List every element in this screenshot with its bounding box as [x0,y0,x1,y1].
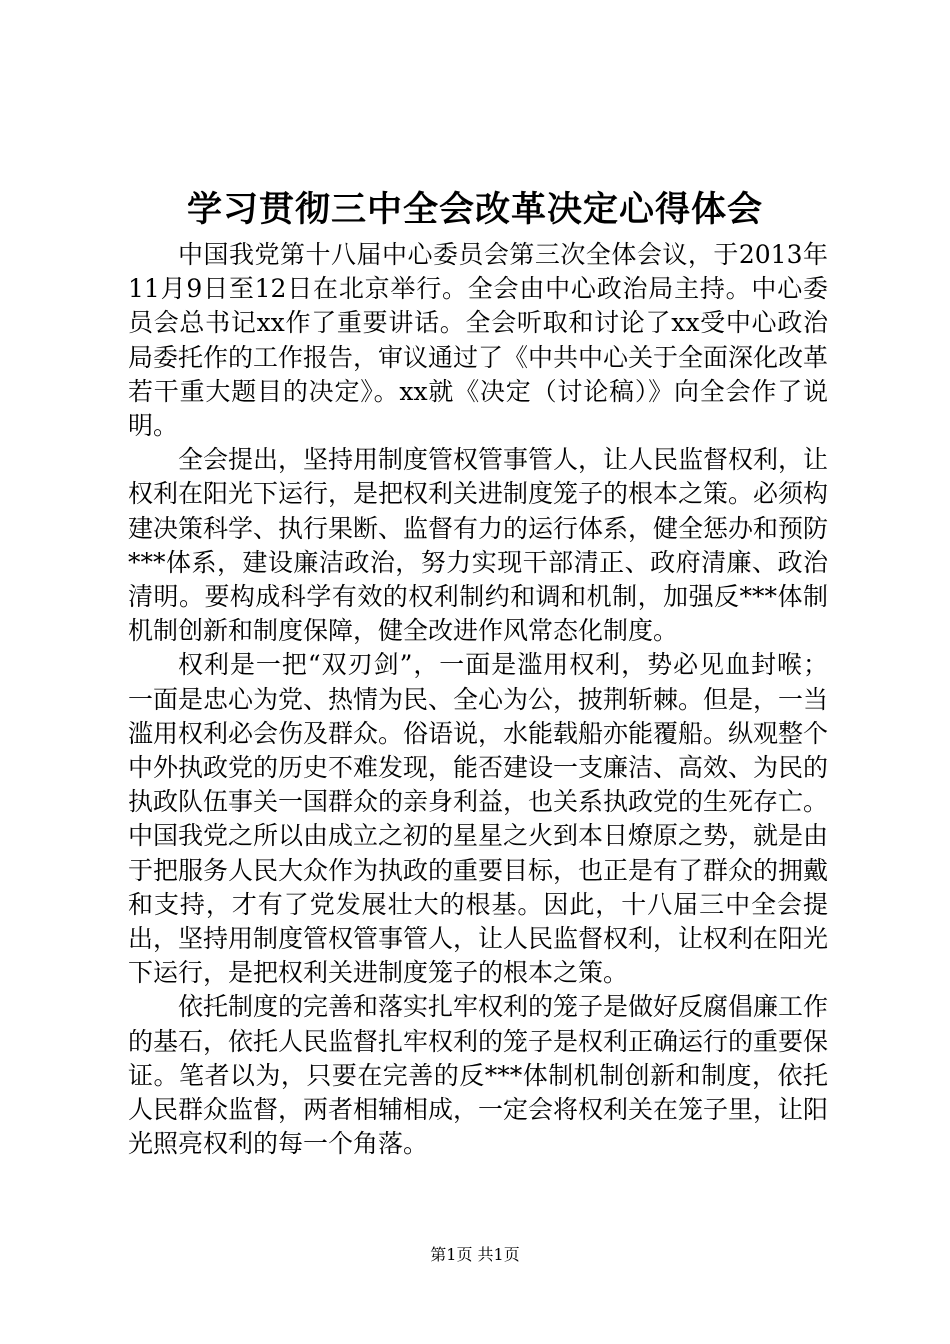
paragraph-2: 全会提出，坚持用制度管权管事管人，让人民监督权利，让权利在阳光下运行，是把权利关进制度笼子的根本之策。必须构建决策科学、执行果断、监督有力的运行体系，健全惩办和预防***体系，建设廉洁政治，努力实现干部清正、政府清廉、政治清明。要构成科学有效的权利制约和调和机制，加强反***体制机制创新和制度保障，健全改进作风常态化制度。 [128,445,829,646]
page-footer: 第1页 共1页 [430,1245,520,1264]
document-title: 学习贯彻三中全会改革决定心得体会 [186,190,763,230]
paragraph-3: 权利是一把“双刃剑”，一面是滥用权利，势必见血封喉；一面是忠心为党、热情为民、全心为公，披荆斩棘。但是，一当滥用权利必会伤及群众。俗语说，水能载船亦能覆船。纵观整个中外执政党的历史不难发现，能否建设一支廉洁、高效、为民的执政队伍事关一国群众的亲身利益，也关系执政党的生死存亡。中国我党之所以由成立之初的星星之火到本日燎原之势，就是由于把服务人民大众作为执政的重要目标，也正是有了群众的拥戴和支持，才有了党发展壮大的根基。因此，十八届三中全会提出，坚持用制度管权管事管人，让人民监督权利，让权利在阳光下运行，是把权利关进制度笼子的根本之策。 [128,650,829,988]
paragraph-1: 中国我党第十八届中心委员会第三次全体会议，于2013年11月9日至12日在北京举行。全会由中心政治局主持。中心委员会总书记xx作了重要讲话。全会听取和讨论了xx受中心政治局委托作的工作报告，审议通过了《中共中心关于全面深化改革若干重大题目的决定》。xx就《决定（讨论稿）》向全会作了说明。 [128,240,829,441]
document-body [128,238,828,1161]
paragraph-4: 依托制度的完善和落实扎牢权利的笼子是做好反腐倡廉工作的基石，依托人民监督扎牢权利的笼子是权利正确运行的重要保证。笔者以为，只要在完善的反***体制机制创新和制度，依托人民群众监督，两者相辅相成，一定会将权利关在笼子里，让阳光照亮权利的每一个角落。 [128,992,829,1159]
